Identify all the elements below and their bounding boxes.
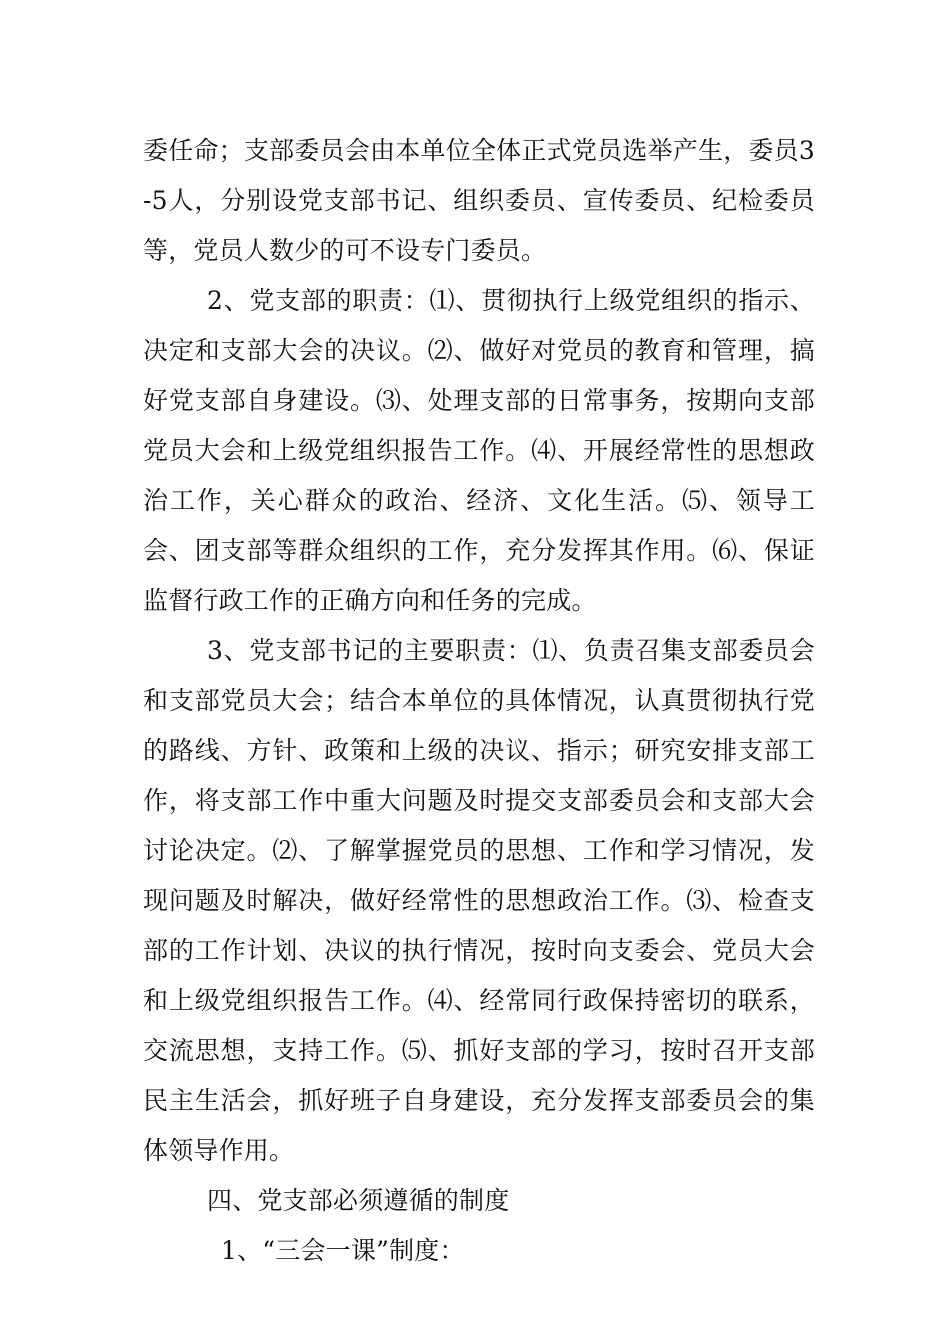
paragraph-committee-composition: 委任命；支部委员会由本单位全体正式党员选举产生，委员3-5人，分别设党支部书记、组织委员、宣传委员、纪检委员等，党员人数少的可不设专门委员。 <box>143 136 815 265</box>
document-body <box>143 126 815 1276</box>
sub-heading: 1、“三会一课”制度： <box>221 1236 465 1265</box>
paragraph-branch-duties: 2、党支部的职责：⑴、贯彻执行上级党组织的指示、决定和支部大会的决议。⑵、做好对党员的教育和管理，搞好党支部自身建设。⑶、处理支部的日常事务，按期向支部党员大会和上级党组织报告工作。⑷、开展经常性的思想政治工作，关心群众的政治、经济、文化生活。⑸、领导工会、团支部等群众组织的工作，充分发挥其作用。⑹、保证监督行政工作的正确方向和任务的完成。 <box>143 286 815 615</box>
section-heading: 四、党支部必须遵循的制度 <box>207 1186 510 1215</box>
paragraph-secretary-duties: 3、党支部书记的主要职责：⑴、负责召集支部委员会和支部党员大会；结合本单位的具体情况，认真贯彻执行党的路线、方针、政策和上级的决议、指示；研究安排支部工作，将支部工作中重大问题及时提交支部委员会和支部大会讨论决定。⑵、了解掌握党员的思想、工作和学习情况，发现问题及时解决，做好经常性的思想政治工作。⑶、检查支部的工作计划、决议的执行情况，按时向支委会、党员大会和上级党组织报告工作。⑷、经常同行政保持密切的联系，交流思想，支持工作。⑸、抓好支部的学习，按时召开支部民主生活会，抓好班子自身建设，充分发挥支部委员会的集体领导作用。 <box>143 636 815 1165</box>
